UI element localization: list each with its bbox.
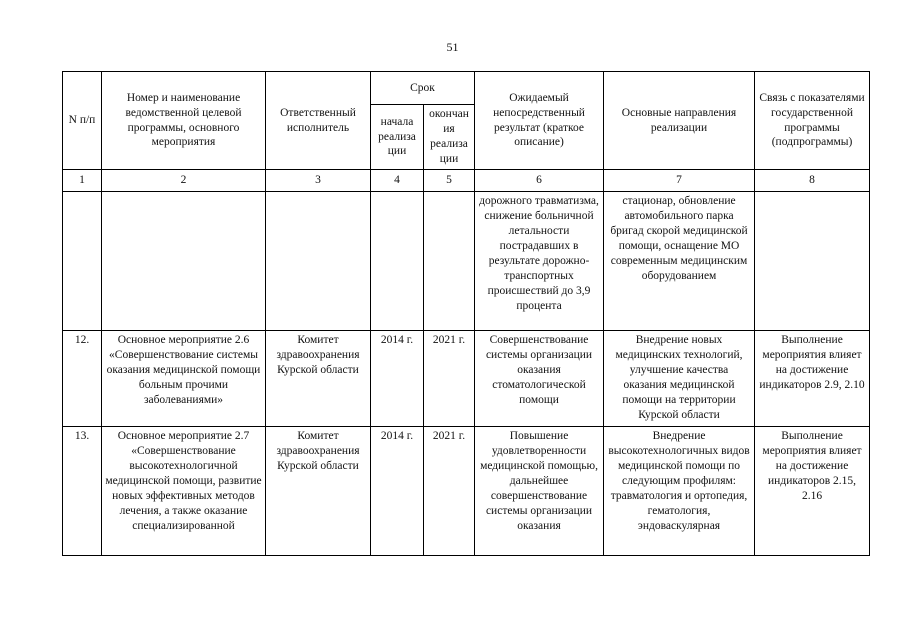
row-link-indicators: Выполнение мероприятия влияет на достижение индикаторов 2.9, 2.10 — [755, 331, 870, 427]
row-end: 2021 г. — [424, 331, 475, 427]
row-end: 2021 г. — [424, 427, 475, 556]
header-start: начала реализа ции — [371, 105, 424, 170]
row-link-indicators — [755, 192, 870, 331]
row-executor: Комитет здравоохранения Курской области — [266, 331, 371, 427]
row-start — [371, 192, 424, 331]
row-executor: Комитет здравоохранения Курской области — [266, 427, 371, 556]
header-executor: Ответственный исполнитель — [266, 72, 371, 170]
row-expected-result: дорожного травматизма, снижение больничной летальности пострадавших в результате дорожно-транспортных происшествий до 3,9 процента — [475, 192, 604, 331]
column-number: 3 — [266, 170, 371, 192]
row-link-indicators: Выполнение мероприятия влияет на достижение индикаторов 2.15, 2.16 — [755, 427, 870, 556]
header-directions: Основные направления реализации — [604, 72, 755, 170]
column-number: 8 — [755, 170, 870, 192]
row-number: 12. — [63, 331, 102, 427]
row-program-name — [102, 192, 266, 331]
header-expected-result: Ожидаемый непосредственный результат (краткое описание) — [475, 72, 604, 170]
row-executor — [266, 192, 371, 331]
row-expected-result: Совершенствование системы организации оказания стоматологической помощи — [475, 331, 604, 427]
row-directions: стационар, обновление автомобильного парка бригад скорой медицинской помощи, оснащение МО современным медицинским оборудованием — [604, 192, 755, 331]
header-term: Срок — [371, 72, 475, 105]
row-directions: Внедрение высокотехнологичных видов медицинской помощи по следующим профилям: травматология и ортопедия, гематология, эндоваскулярная — [604, 427, 755, 556]
row-program-name: Основное мероприятие 2.7 «Совершенствование высокотехнологичной медицинской помощи, развитие новых эффективных методов лечения, а также оказание специализированной — [102, 427, 266, 556]
row-program-name: Основное мероприятие 2.6 «Совершенствование системы оказания медицинской помощи больным прочими заболеваниями» — [102, 331, 266, 427]
page-number: 51 — [446, 40, 459, 54]
table-row — [63, 192, 870, 331]
row-number: 13. — [63, 427, 102, 556]
column-number: 1 — [63, 170, 102, 192]
row-start: 2014 г. — [371, 427, 424, 556]
header-end: окончан ия реализа ции — [424, 105, 475, 170]
header-link-indicators: Связь с показателями государственной программы (подпрограммы) — [755, 72, 870, 170]
header-number: N п/п — [63, 72, 102, 170]
column-number: 2 — [102, 170, 266, 192]
column-number: 4 — [371, 170, 424, 192]
row-number — [63, 192, 102, 331]
header-row — [63, 72, 870, 105]
header-program-name: Номер и наименование ведомственной целевой программы, основного мероприятия — [102, 72, 266, 170]
column-number: 6 — [475, 170, 604, 192]
table-row — [63, 331, 870, 427]
program-table — [62, 71, 870, 556]
table-row — [63, 427, 870, 556]
column-number: 7 — [604, 170, 755, 192]
row-start: 2014 г. — [371, 331, 424, 427]
row-expected-result: Повышение удовлетворенности медицинской помощью, дальнейшее совершенствование системы организации оказания — [475, 427, 604, 556]
row-directions: Внедрение новых медицинских технологий, улучшение качества оказания медицинской помощи на территории Курской области — [604, 331, 755, 427]
column-numbers-row — [63, 170, 870, 192]
row-end — [424, 192, 475, 331]
column-number: 5 — [424, 170, 475, 192]
